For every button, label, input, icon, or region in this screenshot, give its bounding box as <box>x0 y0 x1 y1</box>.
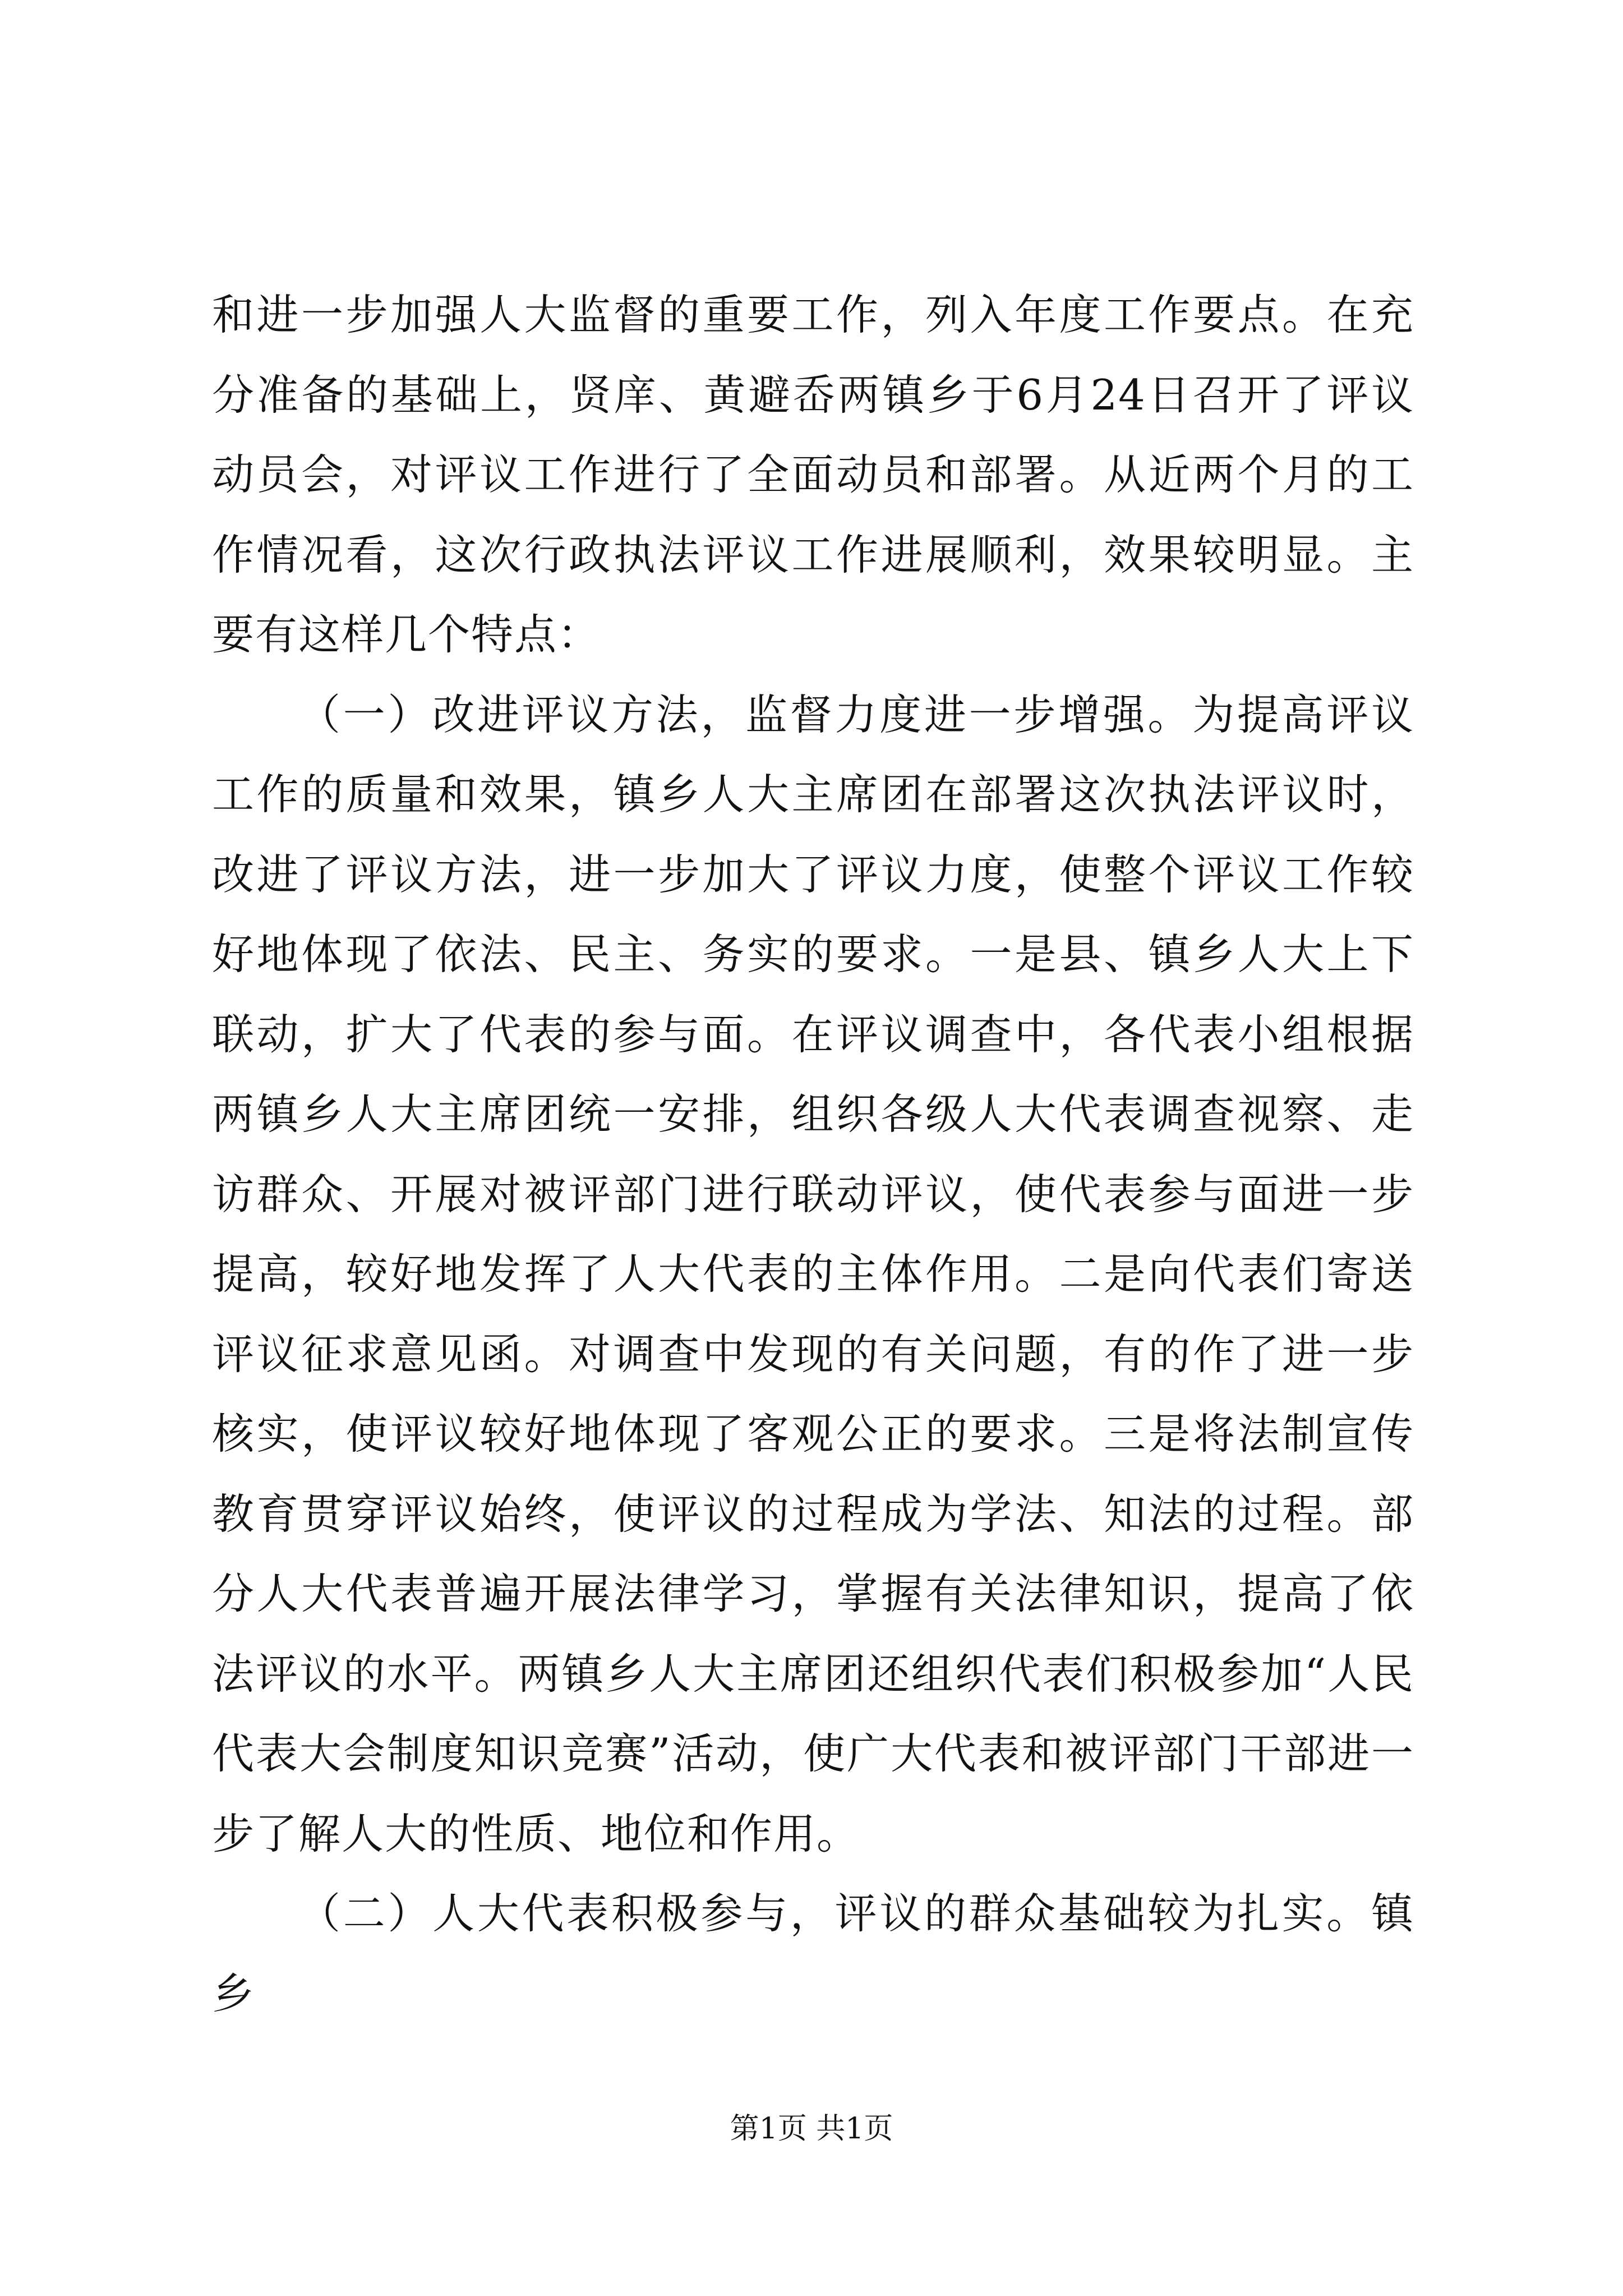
paragraph-section-two: （二）人大代表积极参与，评议的群众基础较为扎实。镇乡 <box>212 1889 1414 2018</box>
document-body <box>212 275 1414 2033</box>
paragraph-continuation: 和进一步加强人大监督的重要工作，列入年度工作要点。在充分准备的基础上，贤庠、黄避岙两镇乡于6月24日召开了评议动员会，对评议工作进行了全面动员和部署。从近两个月的工作情况看，这次行政执法评议工作进展顺利，效果较明显。主要有这样几个特点： <box>212 290 1414 659</box>
page-footer: 第1页 共1页 <box>730 2112 893 2146</box>
paragraph-section-one: （一）改进评议方法，监督力度进一步增强。为提高评议工作的质量和效果，镇乡人大主席团在部署这次执法评议时，改进了评议方法，进一步加大了评议力度，使整个评议工作较好地体现了依法、民主、务实的要求。一是县、镇乡人大上下联动，扩大了代表的参与面。在评议调查中，各代表小组根据两镇乡人大主席团统一安排，组织各级人大代表调查视察、走访群众、开展对被评部门进行联动评议，使代表参与面进一步提高，较好地发挥了人大代表的主体作用。二是向代表们寄送评议征求意见函。对调查中发现的有关问题，有的作了进一步核实，使评议较好地体现了客观公正的要求。三是将法制宣传教育贯穿评议始终，使评议的过程成为学法、知法的过程。部分人大代表普遍开展法律学习，掌握有关法律知识，提高了依法评议的水平。两镇乡人大主席团还组织代表们积极参加“人民代表大会制度知识竞赛”活动，使广大代表和被评部门干部进一步了解人大的性质、地位和作用。 <box>212 689 1414 1858</box>
